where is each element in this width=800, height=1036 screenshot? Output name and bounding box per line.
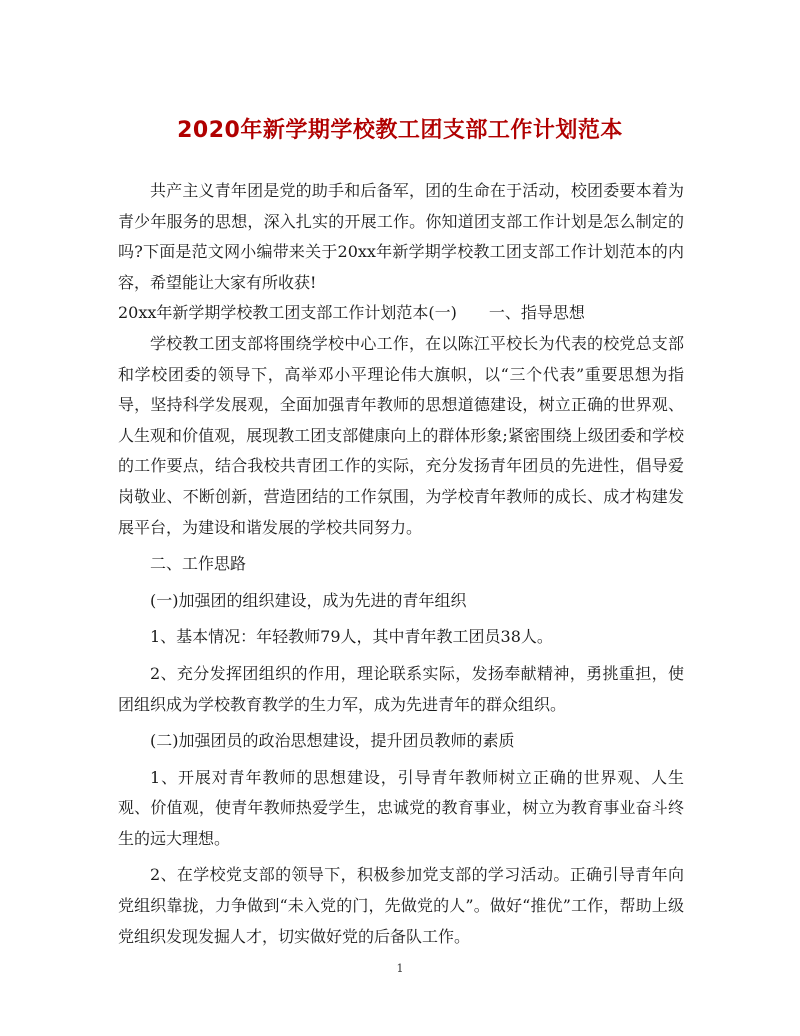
ideology-paragraph: 1、开展对青年教师的思想建设，引导青年教师树立正确的世界观、人生观、价值观，使青年教师热爱学生，忠诚党的教育事业，树立为教育事业奋斗终生的远大理想。: [118, 767, 684, 848]
guiding-paragraph: 学校教工团支部将围绕学校中心工作，在以陈江平校长为代表的校党总支部和学校团委的领导下，高举邓小平理论伟大旗帜，以“三个代表”重要思想为指导，坚持科学发展观，全面加强青年教师的思想道德建设，树立正确的世界观、人生观和价值观，展现教工团支部健康向上的群体形象;紧密围绕上级团委和学校的工作要点，结合我校共青团工作的实际，充分发扬青年团员的先进性，倡导爱岗敬业、不断创新，营造团结的工作氛围，为学校青年教师的成长、成才构建发展平台，为建设和谐发展的学校共同努力。: [118, 333, 684, 537]
page-number: 1: [396, 962, 404, 975]
intro-paragraph: 共产主义青年团是党的助手和后备军，团的生命在于活动，校团委要本着为青少年服务的思想，深入扎实的开展工作。你知道团支部工作计划是怎么制定的吗?下面是范文网小编带来关于20xx年新学期学校教工团支部工作计划范本的内容，希望能让大家有所收获!: [118, 181, 684, 292]
section-heading-guiding: 20xx年新学期学校教工团支部工作计划范本(一) 一、指导思想: [118, 303, 585, 323]
subsection-heading-organization: (一)加强团的组织建设，成为先进的青年组织: [150, 590, 467, 610]
section-heading-approach: 二、工作思路: [150, 554, 247, 574]
subsection-heading-political: (二)加强团员的政治思想建设，提升团员教师的素质: [150, 731, 515, 751]
organization-role-paragraph: 2、充分发挥团组织的作用，理论联系实际，发扬奉献精神，勇挑重担，使团组织成为学校教育教学的生力军，成为先进青年的群众组织。: [118, 663, 684, 714]
basic-situation-paragraph: 1、基本情况：年轻教师79人，其中青年教工团员38人。: [150, 627, 553, 647]
document-body: [118, 176, 684, 952]
document-title: 2020年新学期学校教工团支部工作计划范本: [177, 118, 623, 143]
party-activity-paragraph: 2、在学校党支部的领导下，积极参加党支部的学习活动。正确引导青年向党组织靠拢，力争做到“未入党的门，先做党的人”。做好“推优”工作，帮助上级党组织发现发掘人才，切实做好党的后备队工作。: [118, 865, 684, 946]
